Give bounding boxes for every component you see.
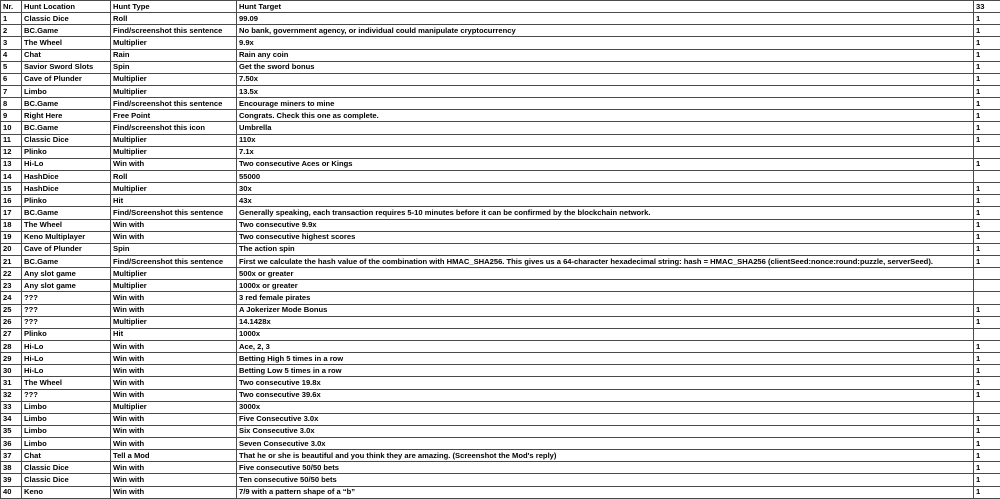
table-row [1,98,1000,110]
count-cell[interactable]: 1 [974,98,1000,110]
hunt-target-cell[interactable]: Betting Low 5 times in a row [237,365,974,377]
table-row [1,280,1000,292]
hunt-location-cell[interactable]: Plinko [22,146,111,158]
count-cell[interactable]: 1 [974,49,1000,61]
count-cell[interactable]: 1 [974,207,1000,219]
hunt-target-cell[interactable]: First we calculate the hash value of the combination with HMAC_SHA256. This gives us a 64-character hexadecimal string: hash = HMAC_SHA256 (clientSeed:nonce:round:puzzle, serverSeed). [237,255,974,267]
table-row [1,365,1000,377]
row-number-cell[interactable]: 32 [1,389,22,401]
hunt-location-cell[interactable]: BC.Game [22,98,111,110]
table-row [1,353,1000,365]
hunt-location-cell[interactable]: HashDice [22,183,111,195]
row-number-cell[interactable]: 14 [1,170,22,182]
hunt-type-cell[interactable]: Win with [111,158,237,170]
hunt-type-cell[interactable]: Multiplier [111,401,237,413]
column-header-target[interactable]: Hunt Target [237,1,974,13]
hunt-type-cell[interactable]: Rain [111,49,237,61]
row-number-cell[interactable]: 20 [1,243,22,255]
hunt-target-cell[interactable]: A Jokerizer Mode Bonus [237,304,974,316]
count-cell[interactable] [974,170,1000,182]
row-number-cell[interactable]: 17 [1,207,22,219]
hunt-type-cell[interactable]: Win with [111,425,237,437]
hunt-type-cell[interactable]: Win with [111,438,237,450]
hunt-location-cell[interactable]: The Wheel [22,37,111,49]
row-number-cell[interactable]: 9 [1,110,22,122]
hunt-target-cell[interactable]: Five consecutive 50/50 bets [237,462,974,474]
hunt-location-cell[interactable]: Cave of Plunder [22,73,111,85]
hunt-location-cell[interactable]: BC.Game [22,122,111,134]
row-number-cell[interactable]: 35 [1,425,22,437]
hunt-location-cell[interactable]: Keno [22,486,111,498]
count-cell[interactable]: 1 [974,13,1000,25]
row-number-cell[interactable]: 22 [1,268,22,280]
table-row [1,304,1000,316]
hunt-type-cell[interactable]: Win with [111,462,237,474]
count-cell[interactable] [974,146,1000,158]
hunt-location-cell[interactable]: HashDice [22,170,111,182]
row-number-cell[interactable]: 34 [1,413,22,425]
count-cell[interactable]: 1 [974,425,1000,437]
hunt-target-cell[interactable]: Two consecutive 19.8x [237,377,974,389]
hunt-location-cell[interactable]: Hi-Lo [22,340,111,352]
count-cell[interactable] [974,328,1000,340]
hunt-type-cell[interactable]: Multiplier [111,73,237,85]
hunt-type-cell[interactable]: Hit [111,195,237,207]
row-number-cell[interactable]: 15 [1,183,22,195]
hunt-target-cell[interactable]: 500x or greater [237,268,974,280]
hunt-type-cell[interactable]: Win with [111,340,237,352]
hunt-type-cell[interactable]: Win with [111,486,237,498]
hunt-target-cell[interactable]: Ten consecutive 50/50 bets [237,474,974,486]
table-row [1,450,1000,462]
column-header-nr[interactable]: Nr. [1,1,22,13]
row-number-cell[interactable]: 28 [1,340,22,352]
count-cell[interactable]: 1 [974,122,1000,134]
hunt-target-cell[interactable]: Six Consecutive 3.0x [237,425,974,437]
hunt-location-cell[interactable]: Any slot game [22,280,111,292]
hunt-location-cell[interactable]: Classic Dice [22,462,111,474]
hunt-location-cell[interactable]: Chat [22,49,111,61]
row-number-cell[interactable]: 16 [1,195,22,207]
count-cell[interactable]: 1 [974,183,1000,195]
hunt-target-cell[interactable]: 55000 [237,170,974,182]
hunt-type-cell[interactable]: Find/screenshot this sentence [111,98,237,110]
row-number-cell[interactable]: 10 [1,122,22,134]
count-cell[interactable]: 1 [974,134,1000,146]
hunt-target-cell[interactable]: Encourage miners to mine [237,98,974,110]
hunt-type-cell[interactable]: Roll [111,13,237,25]
hunt-location-cell[interactable]: BC.Game [22,255,111,267]
hunt-type-cell[interactable]: Multiplier [111,316,237,328]
hunt-type-cell[interactable]: Multiplier [111,37,237,49]
row-number-cell[interactable]: 5 [1,61,22,73]
table-row [1,486,1000,498]
hunt-type-cell[interactable]: Win with [111,413,237,425]
table-row [1,462,1000,474]
table-row [1,401,1000,413]
hunt-target-cell[interactable]: 110x [237,134,974,146]
hunt-type-cell[interactable]: Win with [111,474,237,486]
hunt-target-cell[interactable]: 7.50x [237,73,974,85]
hunt-target-cell[interactable]: Two consecutive Aces or Kings [237,158,974,170]
row-number-cell[interactable]: 1 [1,13,22,25]
count-cell[interactable]: 1 [974,110,1000,122]
hunt-target-cell[interactable]: 1000x or greater [237,280,974,292]
hunt-target-cell[interactable]: 9.9x [237,37,974,49]
count-cell[interactable]: 1 [974,255,1000,267]
hunt-target-cell[interactable]: Umbrella [237,122,974,134]
hunt-target-cell[interactable]: Ace, 2, 3 [237,340,974,352]
count-cell[interactable]: 1 [974,474,1000,486]
hunt-target-cell[interactable]: 99.09 [237,13,974,25]
row-number-cell[interactable]: 4 [1,49,22,61]
row-number-cell[interactable]: 29 [1,353,22,365]
hunt-target-cell[interactable]: 30x [237,183,974,195]
hunt-type-cell[interactable]: Spin [111,61,237,73]
count-cell[interactable]: 1 [974,340,1000,352]
count-cell[interactable]: 1 [974,413,1000,425]
row-number-cell[interactable]: 23 [1,280,22,292]
hunt-type-cell[interactable]: Multiplier [111,134,237,146]
count-cell[interactable] [974,268,1000,280]
hunt-target-cell[interactable]: Get the sword bonus [237,61,974,73]
hunt-location-cell[interactable]: Right Here [22,110,111,122]
table-row [1,328,1000,340]
table-row [1,146,1000,158]
hunt-type-cell[interactable]: Multiplier [111,268,237,280]
hunt-type-cell[interactable]: Win with [111,389,237,401]
hunt-type-cell[interactable]: Win with [111,365,237,377]
hunt-type-cell[interactable]: Find/screenshot this icon [111,122,237,134]
count-cell[interactable]: 1 [974,353,1000,365]
row-number-cell[interactable]: 24 [1,292,22,304]
row-number-cell[interactable]: 6 [1,73,22,85]
row-number-cell[interactable]: 40 [1,486,22,498]
count-cell[interactable]: 1 [974,231,1000,243]
hunt-target-cell[interactable]: Two consecutive 39.6x [237,389,974,401]
hunt-location-cell[interactable]: BC.Game [22,207,111,219]
hunt-location-cell[interactable]: Limbo [22,401,111,413]
row-number-cell[interactable]: 12 [1,146,22,158]
table-row [1,255,1000,267]
count-cell[interactable]: 1 [974,85,1000,97]
hunt-location-cell[interactable]: ??? [22,389,111,401]
row-number-cell[interactable]: 31 [1,377,22,389]
hunt-target-cell[interactable]: Congrats. Check this one as complete. [237,110,974,122]
hunt-target-cell[interactable]: The action spin [237,243,974,255]
count-cell[interactable]: 1 [974,304,1000,316]
table-row [1,474,1000,486]
row-number-cell[interactable]: 37 [1,450,22,462]
hunt-location-cell[interactable]: Classic Dice [22,134,111,146]
hunt-location-cell[interactable]: Plinko [22,328,111,340]
hunt-type-cell[interactable]: Tell a Mod [111,450,237,462]
count-cell[interactable]: 1 [974,158,1000,170]
hunt-type-cell[interactable]: Free Point [111,110,237,122]
hunt-location-cell[interactable]: Limbo [22,438,111,450]
count-cell[interactable]: 1 [974,365,1000,377]
count-cell[interactable]: 1 [974,243,1000,255]
count-cell[interactable]: 1 [974,377,1000,389]
table-row [1,110,1000,122]
row-number-cell[interactable]: 11 [1,134,22,146]
count-cell[interactable]: 1 [974,462,1000,474]
total-count-cell[interactable]: 33 [974,1,1000,13]
table-row [1,389,1000,401]
hunt-location-cell[interactable]: Cave of Plunder [22,243,111,255]
count-cell[interactable]: 1 [974,73,1000,85]
hunt-type-cell[interactable]: Find/Screenshot this sentence [111,255,237,267]
count-cell[interactable]: 1 [974,219,1000,231]
hunt-location-cell[interactable]: Savior Sword Slots [22,61,111,73]
row-number-cell[interactable]: 18 [1,219,22,231]
table-row [1,73,1000,85]
table-row [1,438,1000,450]
column-header-location[interactable]: Hunt Location [22,1,111,13]
row-number-cell[interactable]: 36 [1,438,22,450]
table-row [1,170,1000,182]
hunt-target-cell[interactable]: That he or she is beautiful and you think they are amazing. (Screenshot the Mod's reply) [237,450,974,462]
count-cell[interactable]: 1 [974,316,1000,328]
row-number-cell[interactable]: 8 [1,98,22,110]
hunt-location-cell[interactable]: The Wheel [22,377,111,389]
hunt-type-cell[interactable]: Hit [111,328,237,340]
count-cell[interactable]: 1 [974,195,1000,207]
hunt-target-cell[interactable]: 3 red female pirates [237,292,974,304]
hunt-target-cell[interactable]: Betting High 5 times in a row [237,353,974,365]
row-number-cell[interactable]: 25 [1,304,22,316]
count-cell[interactable]: 1 [974,37,1000,49]
hunt-target-cell[interactable]: Five Consecutive 3.0x [237,413,974,425]
row-number-cell[interactable]: 33 [1,401,22,413]
table-row [1,292,1000,304]
hunt-type-cell[interactable]: Find/screenshot this sentence [111,25,237,37]
table-row [1,413,1000,425]
hunt-location-cell[interactable]: Hi-Lo [22,353,111,365]
table-row [1,219,1000,231]
hunt-location-cell[interactable]: Plinko [22,195,111,207]
table-row [1,122,1000,134]
table-row [1,316,1000,328]
table-row [1,231,1000,243]
row-number-cell[interactable]: 13 [1,158,22,170]
hunt-location-cell[interactable]: Chat [22,450,111,462]
table-row [1,85,1000,97]
hunt-target-cell[interactable]: 14.1428x [237,316,974,328]
hunt-type-cell[interactable]: Win with [111,353,237,365]
hunt-target-cell[interactable]: 43x [237,195,974,207]
hunt-target-cell[interactable]: Two consecutive highest scores [237,231,974,243]
hunt-target-cell[interactable]: 13.5x [237,85,974,97]
table-row [1,425,1000,437]
table-row [1,377,1000,389]
row-number-cell[interactable]: 7 [1,85,22,97]
hunt-location-cell[interactable]: ??? [22,316,111,328]
hunt-location-cell[interactable]: Limbo [22,413,111,425]
count-cell[interactable] [974,292,1000,304]
row-number-cell[interactable]: 21 [1,255,22,267]
hunt-location-cell[interactable]: ??? [22,304,111,316]
hunt-type-cell[interactable]: Roll [111,170,237,182]
table-row [1,37,1000,49]
row-number-cell[interactable]: 27 [1,328,22,340]
row-number-cell[interactable]: 3 [1,37,22,49]
table-row [1,243,1000,255]
header-row [1,1,1000,13]
hunt-target-cell[interactable]: Two consecutive 9.9x [237,219,974,231]
hunt-location-cell[interactable]: Any slot game [22,268,111,280]
hunt-location-cell[interactable]: ??? [22,292,111,304]
table-row [1,158,1000,170]
table-row [1,134,1000,146]
hunt-location-cell[interactable]: The Wheel [22,219,111,231]
count-cell[interactable]: 1 [974,61,1000,73]
hunt-target-cell[interactable]: Rain any coin [237,49,974,61]
hunt-location-cell[interactable]: Hi-Lo [22,158,111,170]
hunt-type-cell[interactable]: Multiplier [111,280,237,292]
count-cell[interactable]: 1 [974,486,1000,498]
count-cell[interactable]: 1 [974,25,1000,37]
row-number-cell[interactable]: 38 [1,462,22,474]
table-row [1,13,1000,25]
table-row [1,207,1000,219]
table-row [1,268,1000,280]
column-header-type[interactable]: Hunt Type [111,1,237,13]
count-cell[interactable]: 1 [974,438,1000,450]
row-number-cell[interactable]: 26 [1,316,22,328]
hunt-type-cell[interactable]: Win with [111,231,237,243]
hunt-target-cell[interactable]: 7/9 with a pattern shape of a “b” [237,486,974,498]
count-cell[interactable]: 1 [974,450,1000,462]
count-cell[interactable] [974,280,1000,292]
hunt-type-cell[interactable]: Win with [111,377,237,389]
table-row [1,61,1000,73]
table-row [1,25,1000,37]
hunt-type-cell[interactable]: Find/Screenshot this sentence [111,207,237,219]
table-row [1,49,1000,61]
hunt-location-cell[interactable]: BC.Game [22,25,111,37]
hunt-target-cell[interactable]: No bank, government agency, or individual could manipulate cryptocurrency [237,25,974,37]
hunt-location-cell[interactable]: Limbo [22,85,111,97]
table-row [1,340,1000,352]
hunt-type-cell[interactable]: Multiplier [111,146,237,158]
hunt-type-cell[interactable]: Win with [111,292,237,304]
hunt-location-cell[interactable]: Classic Dice [22,13,111,25]
row-number-cell[interactable]: 2 [1,25,22,37]
hunt-location-cell[interactable]: Hi-Lo [22,365,111,377]
hunt-target-cell[interactable]: Generally speaking, each transaction requires 5-10 minutes before it can be confirmed by the blockchain network. [237,207,974,219]
hunt-target-cell[interactable]: 3000x [237,401,974,413]
hunt-type-cell[interactable]: Multiplier [111,85,237,97]
hunt-type-cell[interactable]: Multiplier [111,183,237,195]
hunt-location-cell[interactable]: Classic Dice [22,474,111,486]
count-cell[interactable]: 1 [974,389,1000,401]
hunt-location-cell[interactable]: Keno Multiplayer [22,231,111,243]
row-number-cell[interactable]: 39 [1,474,22,486]
count-cell[interactable] [974,401,1000,413]
hunt-type-cell[interactable]: Win with [111,304,237,316]
hunt-target-cell[interactable]: 7.1x [237,146,974,158]
hunt-location-cell[interactable]: Limbo [22,425,111,437]
table-row [1,183,1000,195]
hunt-type-cell[interactable]: Spin [111,243,237,255]
row-number-cell[interactable]: 19 [1,231,22,243]
hunt-target-cell[interactable]: Seven Consecutive 3.0x [237,438,974,450]
table-row [1,195,1000,207]
row-number-cell[interactable]: 30 [1,365,22,377]
hunt-type-cell[interactable]: Win with [111,219,237,231]
hunt-target-cell[interactable]: 1000x [237,328,974,340]
